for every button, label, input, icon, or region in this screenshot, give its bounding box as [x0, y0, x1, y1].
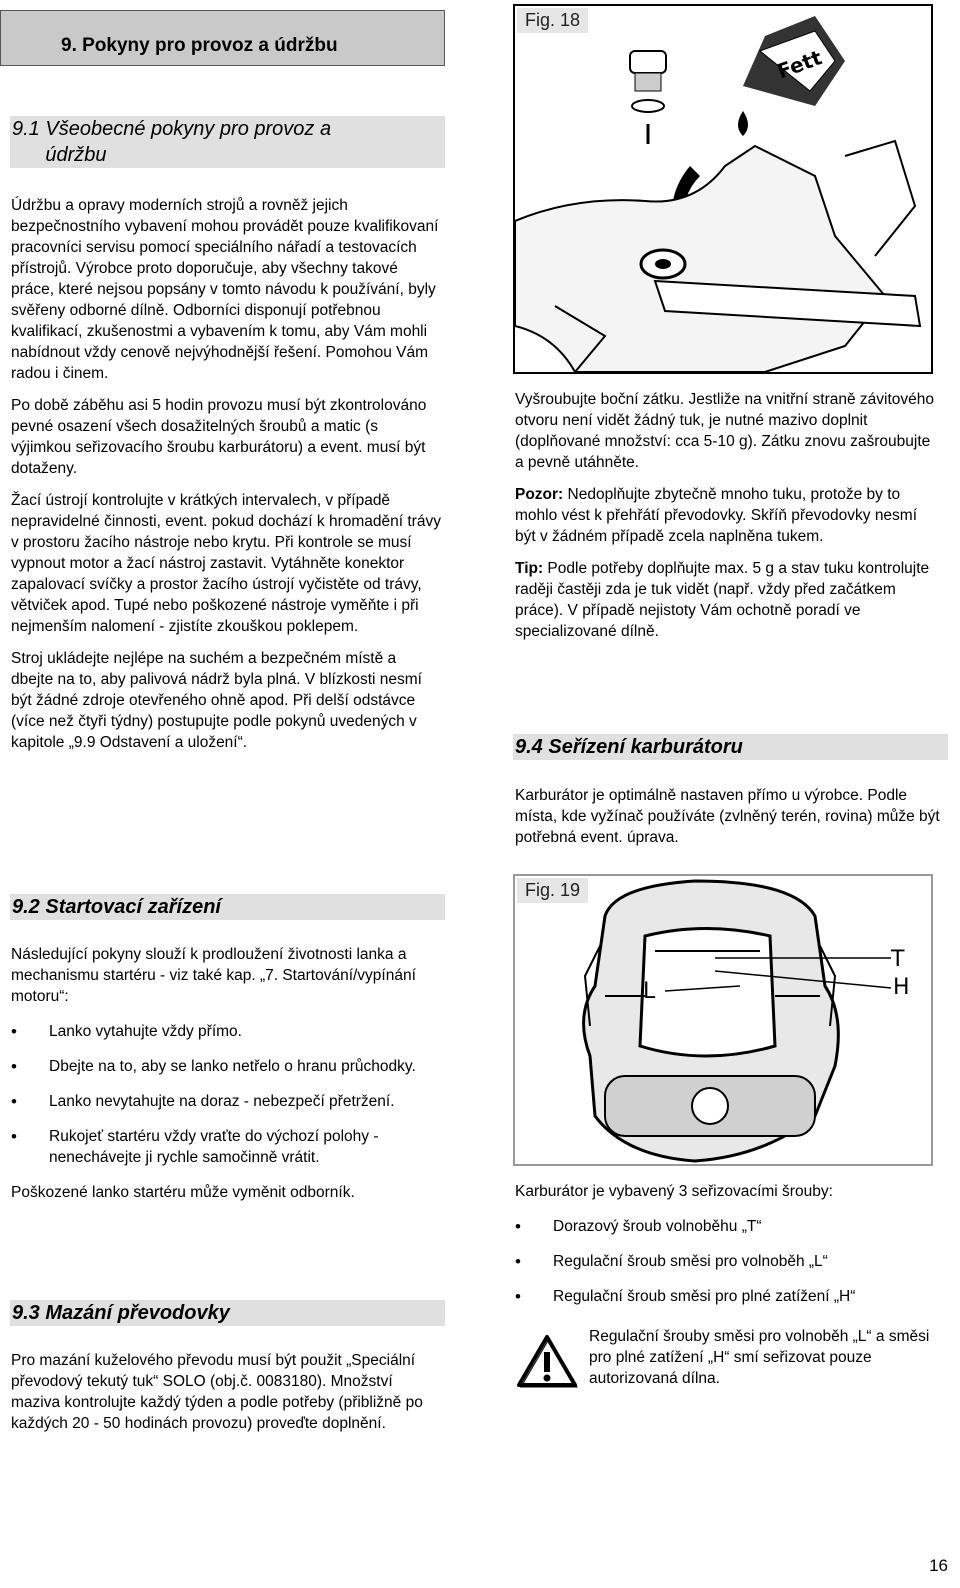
- list-item: • Lanko nevytahujte na doraz - nebezpečí přetržení.: [11, 1091, 441, 1112]
- list-item: • Regulační šroub směsi pro volnoběh „L“: [515, 1251, 940, 1272]
- bullet-list: [515, 1216, 940, 1307]
- section-9-4-heading: 9.4 Seřízení karburátoru: [513, 734, 948, 760]
- engine-icon: [584, 881, 839, 1161]
- list-item: • Rukojeť startéru vždy vraťte do výchozí polohy - nenechávejte ji rychle samočinně vrátit.: [11, 1126, 441, 1168]
- list-item: • Lanko vytahujte vždy přímo.: [11, 1021, 441, 1042]
- carburetor-warning: [589, 1326, 944, 1389]
- section-number: 9.1: [12, 118, 40, 140]
- engine-carburetor-illustration: [515, 876, 931, 1164]
- paragraph: Žací ústrojí kontrolujte v krátkých intervalech, v případě nepravidelné činnosti, event. pokud dochází k hromadění trávy v prostoru žacího nástroje nebo krytu. Při kontrole se musí vypnout motor a žací nástroj zastavit. Vytáhněte konektor zapalovací svíčky a prostor žacího ústrojí vyčistěte od trávy, větviček apod. Tupé nebo poškozené nástroje vyměňte i při nejmenším nalomení - zjistíte zkouškou poklepem.: [11, 492, 441, 635]
- screw-label-t: T: [891, 947, 905, 972]
- paragraph: Po době záběhu asi 5 hodin provozu musí být zkontrolováno pevné osazení všech dosažitelných šroubů a matic (s výjimkou seřizovacího šroubu karburátoru) a event. musí být dotaženy.: [11, 397, 427, 477]
- chapter-title: 9. Pokyny pro provoz a údržbu: [0, 10, 445, 66]
- paragraph: Vyšroubujte boční zátku. Jestliže na vnitřní straně závitového otvoru není vidět žádný tuk, je nutné mazivo doplnit (doplňované množství: cca 5-10 g). Zátku znovu zašroubujte a pevně utáhněte.: [515, 391, 935, 471]
- figure-19: [513, 874, 933, 1166]
- screw-label-l: L: [643, 979, 656, 1004]
- figure-label: Fig. 19: [517, 878, 588, 903]
- paragraph: Následující pokyny slouží k prodloužení životnosti lanka a mechanismu startéru - viz také kap. „7. Startování/vypínání motoru“:: [11, 946, 416, 1005]
- tip-text: Podle potřeby doplňujte max. 5 g a stav tuku kontrolujte raději častěji zda je tuk vidět (např. vždy před začátkem práce). V případě nejistoty Vám ochotně poradí ve specializované dílně.: [515, 560, 930, 640]
- warning-triangle-icon: [516, 1334, 578, 1389]
- tip-label: Tip:: [515, 560, 544, 577]
- section-9-2-body: [11, 944, 441, 1203]
- screw-label-h: H: [893, 975, 910, 1000]
- figure-18: [513, 4, 933, 374]
- tip-paragraph: [515, 558, 940, 642]
- svg-text:Fett: Fett: [773, 45, 825, 84]
- figure-18-text: [515, 389, 940, 642]
- carburetor-screws: [515, 1181, 940, 1321]
- page-number: 16: [929, 1556, 948, 1575]
- list-item: • Dbejte na to, aby se lanko netřelo o hranu průchodky.: [11, 1056, 441, 1077]
- list-item: • Dorazový šroub volnoběhu „T“: [515, 1216, 940, 1237]
- section-title: Všeobecné pokyny pro provoz a údržbu: [45, 118, 332, 166]
- paragraph: Karburátor je vybavený 3 seřizovacími šrouby:: [515, 1183, 833, 1200]
- figure-label: Fig. 18: [517, 8, 588, 33]
- warning-text: Regulační šrouby směsi pro volnoběh „L“ a směsi pro plné zatížení „H“ smí seřizovat pouze autorizovaná dílna.: [589, 1328, 930, 1387]
- paragraph: Poškozené lanko startéru může vyměnit odborník.: [11, 1184, 355, 1201]
- paragraph: Karburátor je optimálně nastaven přímo u výrobce. Podle místa, kde vyžínač používáte (zvlněný terén, rovina) může být potřebná event. úprava.: [515, 787, 940, 846]
- paragraph: Údržbu a opravy moderních strojů a rovněž jejich bezpečnostního vybavení mohou provádět pouze kvalifikovaní pracovníci servisu pomocí speciálního nářadí a testovacích přístrojů. Výrobce proto doporučuje, aby všechny takové práce, které nejsou popsány v tomto návodu k používání, byly svěřeny odborné dílně. Odborníci disponují potřebnou kvalifikací, zkušenostmi a vybavením k tomu, aby Vám mohli nabídnout vždy cenově nejvýhodnější řešení. Pomohou Vám radou i činem.: [11, 197, 439, 382]
- list-item: • Regulační šroub směsi pro plné zatížení „H“: [515, 1286, 940, 1307]
- section-9-1-heading: [10, 116, 445, 168]
- section-9-3-heading: 9.3 Mazání převodovky: [10, 1300, 445, 1326]
- bullet-list: [11, 1021, 441, 1168]
- grease-tube-icon: [738, 16, 845, 136]
- gearbox-grease-illustration: [515, 6, 931, 372]
- paragraph: Stroj ukládejte nejlépe na suchém a bezpečném místě a dbejte na to, aby palivová nádrž byla plná. V blízkosti nesmí být žádné zdroje otevřeného ohně apod. Při delší odstávce (více než čtyři týdny) postupujte podle pokynů uvedených v kapitole „9.9 Odstavení a uložení“.: [11, 650, 422, 751]
- plug-icon: [630, 51, 666, 144]
- warning-text: Nedoplňujte zbytečně mnoho tuku, protože by to mohlo vést k přehřátí převodovky. Skříň převodovky nesmí být v žádném případě zcela naplněna tukem.: [515, 486, 918, 545]
- warning-label: Pozor:: [515, 486, 564, 503]
- section-9-2-heading: 9.2 Startovací zařízení: [10, 894, 445, 920]
- paragraph: Pro mazání kuželového převodu musí být použit „Speciální převodový tekutý tuk“ SOLO (obj.č. 0083180). Množství maziva kontrolujte každý týden a podle potřeby (přibližně po každých 20 - 50 hodinách provozu) proveďte doplnění.: [11, 1352, 423, 1432]
- section-9-4-body: [515, 785, 940, 848]
- warning-paragraph: [515, 484, 940, 547]
- section-9-3-body: [11, 1350, 441, 1434]
- section-9-1-body: [11, 195, 441, 753]
